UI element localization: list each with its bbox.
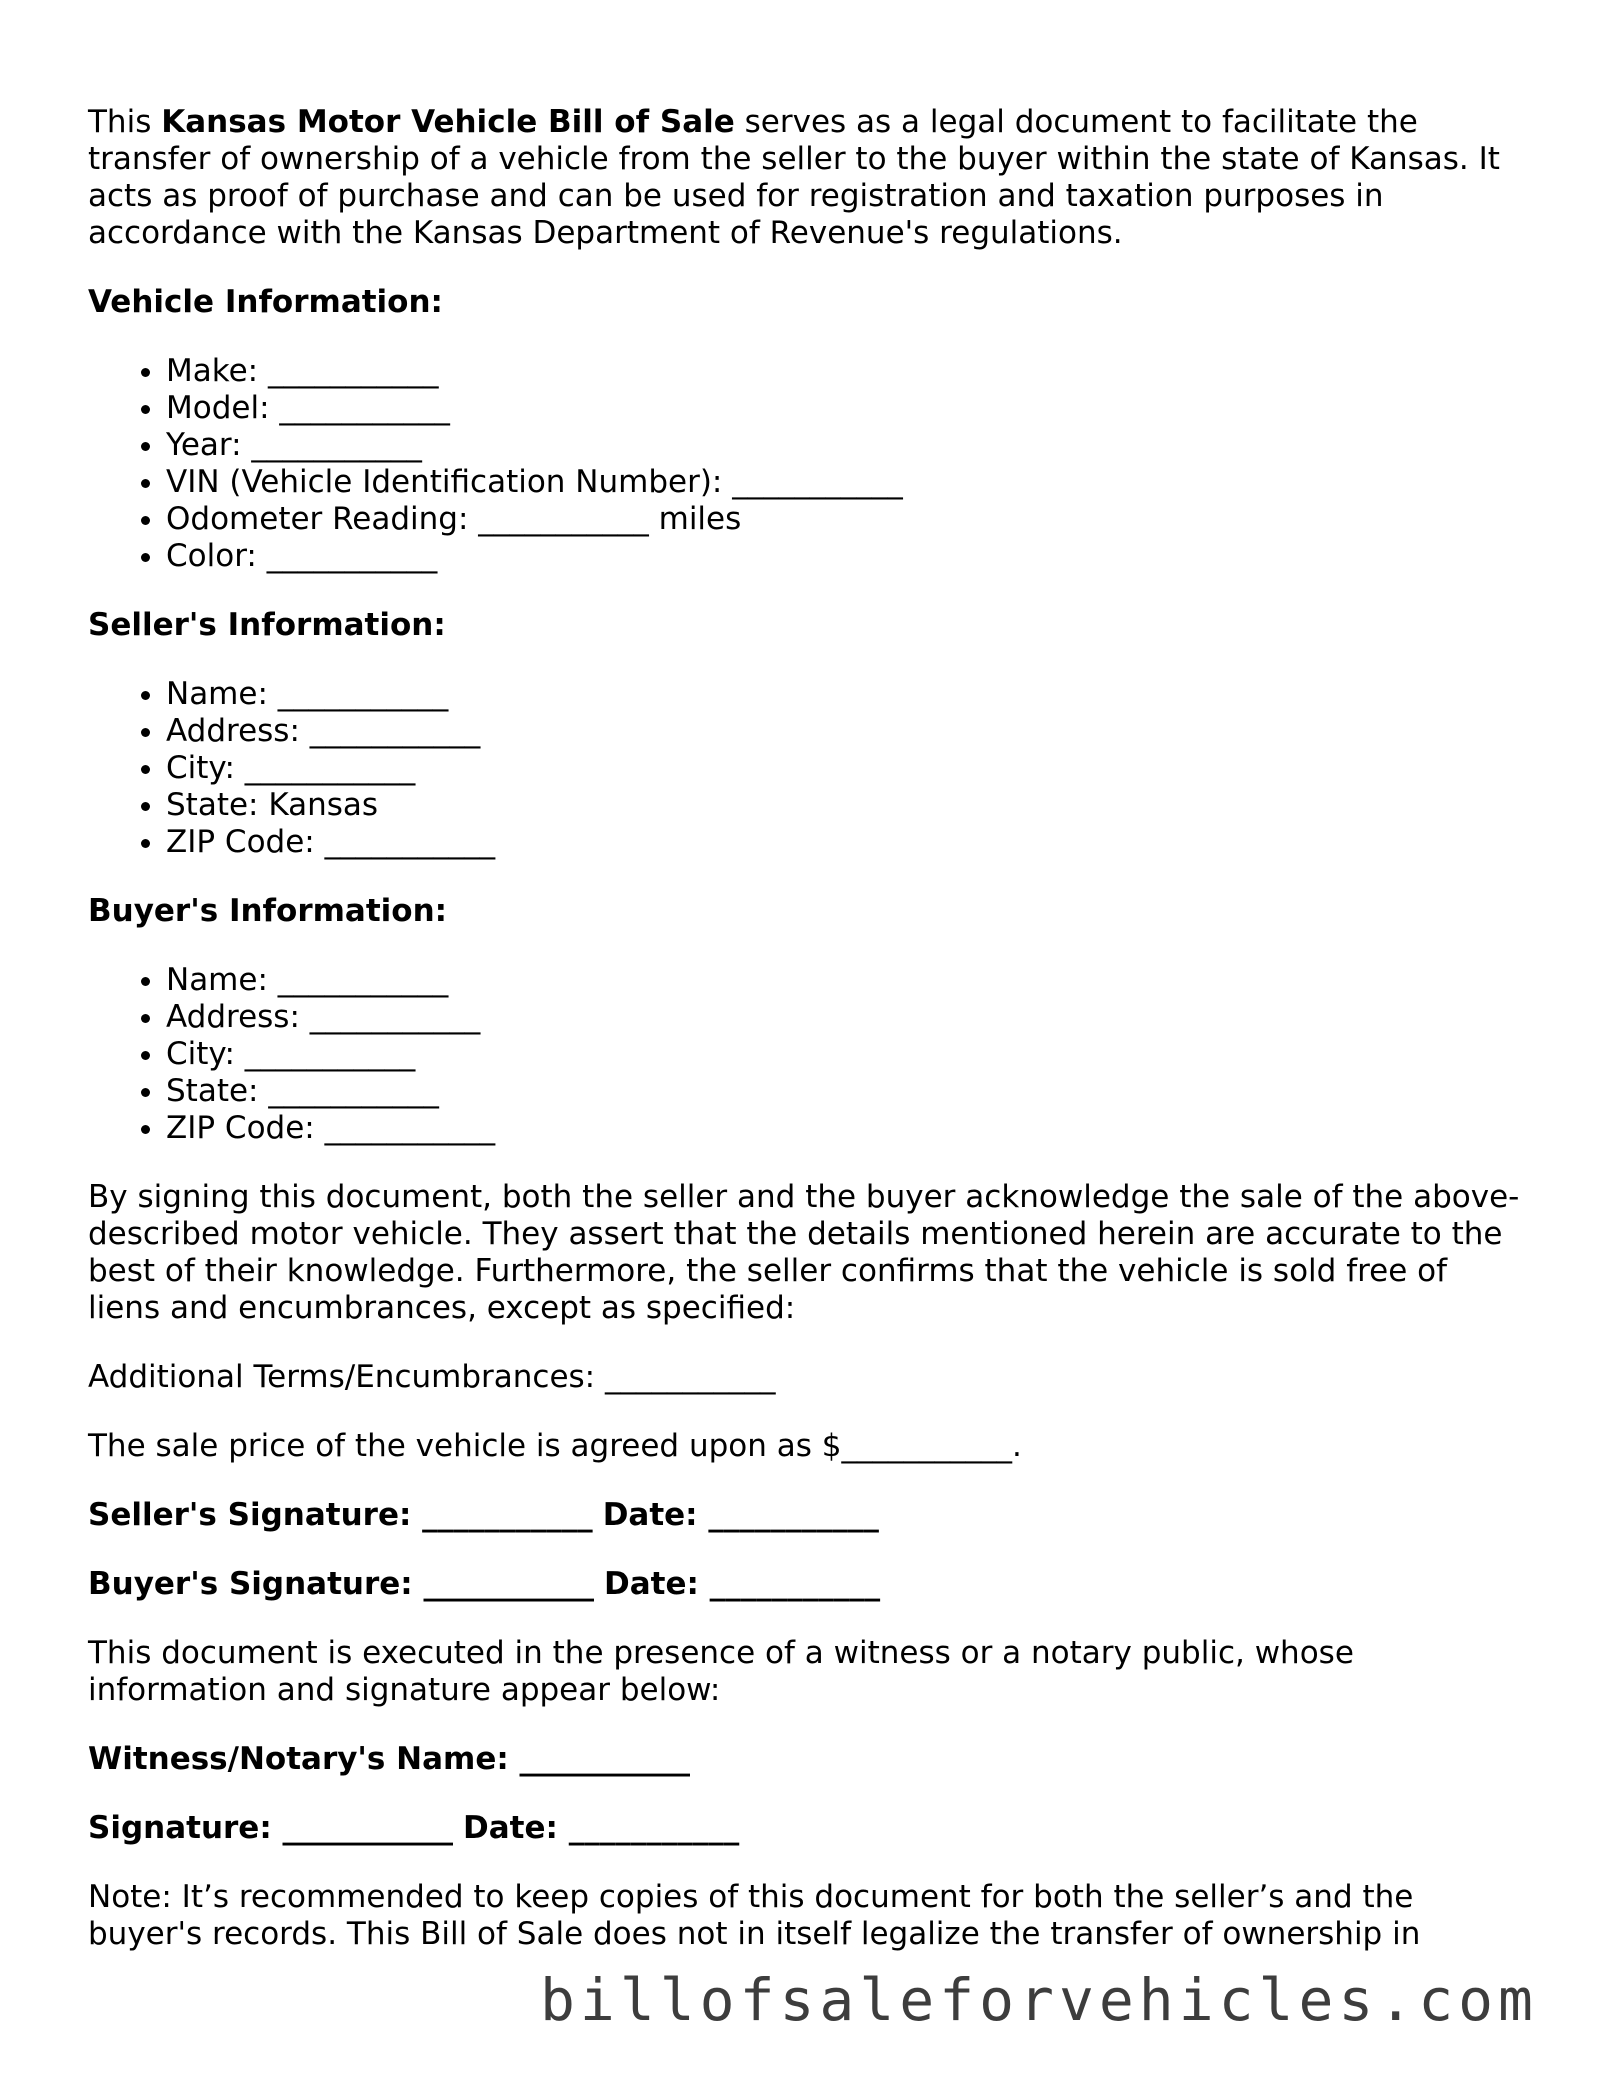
buyer-state: • State: ___________ [166,1073,1528,1110]
buyer-city: • City: ___________ [166,1036,1528,1073]
seller-list [88,676,1528,861]
buyer-signature: Buyer's Signature: ___________ [88,1566,594,1602]
buyer-signature-line [88,1566,1528,1603]
witness-signature-line [88,1810,1528,1847]
intro-paragraph [88,104,1528,252]
note-paragraph: Note: It’s recommended to keep copies of this document for both the seller’s and the buyer's records. This Bill of Sale does not in itself legalize the transfer of ownership in [88,1879,1421,1952]
buyer-heading: Buyer's Information: [88,893,448,929]
vehicle-vin: • VIN (Vehicle Identification Number): ___________ [166,464,1528,501]
sale-price: The sale price of the vehicle is agreed upon as $___________. [88,1428,1022,1464]
watermark-text: billofsaleforvehicles.com [540,1966,1538,2034]
seller-address: • Address: ___________ [166,713,1528,750]
intro-body: serves as a legal document to facilitate the transfer of ownership of a vehicle from the seller to the buyer within the state of Kansas. It acts as proof of purchase and can be used for registration and taxation purposes in accordance with the Kansas Department of Revenue's regulations. [88,104,1500,251]
intro-prefix: This [88,104,162,140]
buyer-zip: • ZIP Code: ___________ [166,1110,1528,1147]
vehicle-color: • Color: ___________ [166,538,1528,575]
vehicle-list [88,353,1528,575]
seller-zip: • ZIP Code: ___________ [166,824,1528,861]
buyer-name: • Name: ___________ [166,962,1528,999]
additional-terms: Additional Terms/Encumbrances: ___________ [88,1359,776,1395]
witness-signature: Signature: ___________ [88,1810,454,1846]
seller-signature-line [88,1497,1528,1534]
document-title: Kansas Motor Vehicle Bill of Sale [161,104,735,140]
vehicle-model: • Model: ___________ [166,390,1528,427]
seller-name: • Name: ___________ [166,676,1528,713]
vehicle-odometer: • Odometer Reading: ___________ miles [166,501,1528,538]
buyer-address: • Address: ___________ [166,999,1528,1036]
vehicle-heading: Vehicle Information: [88,284,443,320]
seller-city: • City: ___________ [166,750,1528,787]
seller-signature-date: Date: ___________ [602,1497,879,1533]
buyer-list [88,962,1528,1147]
seller-signature: Seller's Signature: ___________ [88,1497,593,1533]
seller-heading: Seller's Information: [88,607,446,643]
seller-state: • State: Kansas [166,787,1528,824]
document-page [88,104,1528,1985]
witness-signature-date: Date: ___________ [463,1810,740,1846]
vehicle-make: • Make: ___________ [166,353,1528,390]
witness-intro: This document is executed in the presence of a witness or a notary public, whose information and signature appear below: [88,1635,1354,1708]
buyer-signature-date: Date: ___________ [603,1566,881,1602]
witness-name-line: Witness/Notary's Name: ___________ [88,1741,691,1777]
vehicle-year: • Year: ___________ [166,427,1528,464]
acknowledgement-paragraph: By signing this document, both the seller and the buyer acknowledge the sale of the above-described motor vehicle. They assert that the details mentioned herein are accurate to the best of their knowledge. Furthermore, the seller confirms that the vehicle is sold free of liens and encumbrances, except as specified: [88,1179,1520,1326]
